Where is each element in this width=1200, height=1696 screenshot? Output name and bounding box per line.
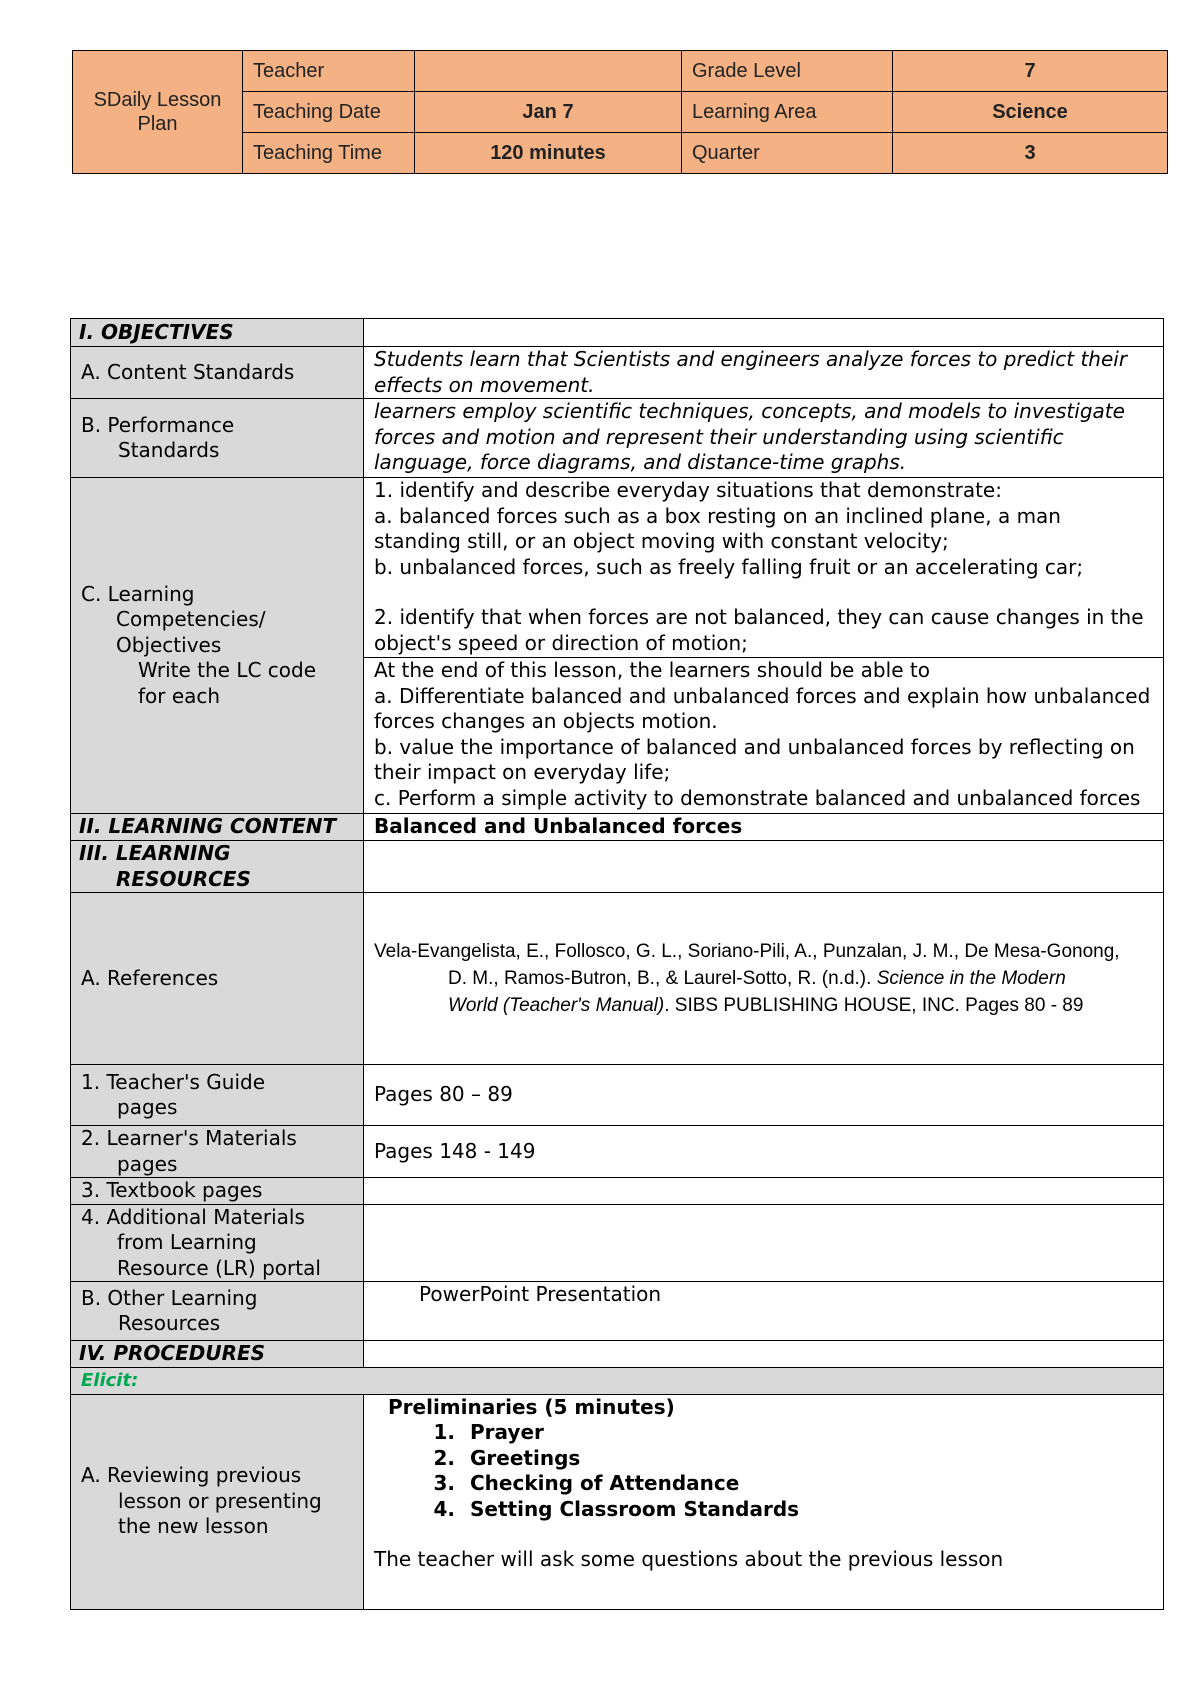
learning-competencies-value — [364, 478, 1164, 658]
learning-resources-heading: III. LEARNING RESOURCES — [71, 841, 364, 893]
elicit-label: Elicit: — [71, 1368, 1164, 1395]
performance-standards-value: learners employ scientific techniques, concepts, and models to investigate forces and motion and represent their understanding using scientific language, force diagrams, and distance-time graphs. — [364, 399, 1164, 478]
other-resources-label: B. Other Learning Resources — [71, 1282, 364, 1341]
textbook-pages-value — [364, 1178, 1164, 1205]
preliminaries-title: Preliminaries (5 minutes) — [388, 1394, 675, 1419]
references-label: A. References — [71, 893, 364, 1065]
objective-line: a. Differentiate balanced and unbalanced forces and explain how unbalanced forces changes an objects motion. — [374, 683, 1151, 733]
lc-line: a. balanced forces such as a box resting on an inclined plane, a man standing still, or an object moving with constant velocity; — [374, 503, 1061, 553]
objective-line: At the end of this lesson, the learners should be able to — [374, 658, 930, 682]
references-value: Vela-Evangelista, E., Follosco, G. L., Soriano-Pili, A., Punzalan, J. M., De Mesa-Gonong, D. M., Ramos-Butron, B., & Laurel-Sotto, R. (n.d.). Science in the Modern World (Teacher's Manual). SIBS PUBLISHING HOUSE, INC. Pages 80 - 89 — [364, 893, 1164, 1065]
content-standards-value: Students learn that Scientists and engineers analyze forces to predict their effects on movement. — [364, 347, 1164, 399]
teachers-guide-label: 1. Teacher's Guide pages — [71, 1065, 364, 1126]
teaching-date-label: Teaching Date — [243, 92, 415, 133]
learning-content-heading: II. LEARNING CONTENT — [71, 814, 364, 841]
lesson-plan-title: SDaily Lesson Plan — [73, 51, 243, 174]
lc-line: 2. identify that when forces are not balanced, they can cause changes in the object's speed or direction of motion; — [374, 605, 1144, 655]
lesson-plan-body-table — [70, 318, 1164, 1610]
learners-materials-label: 2. Learner's Materials pages — [71, 1126, 364, 1178]
quarter-label: Quarter — [682, 133, 893, 174]
objectives-heading: I. OBJECTIVES — [71, 319, 364, 347]
learners-materials-value: Pages 148 - 149 — [364, 1126, 1164, 1178]
grade-level-label: Grade Level — [682, 51, 893, 92]
list-item: 2. Greetings — [462, 1446, 1153, 1472]
additional-materials-value — [364, 1204, 1164, 1282]
reviewing-previous-lesson-value — [364, 1394, 1164, 1609]
content-standards-label: A. Content Standards — [71, 347, 364, 399]
teachers-guide-value: Pages 80 – 89 — [364, 1065, 1164, 1126]
quarter-value: 3 — [893, 133, 1168, 174]
preliminaries-list — [374, 1420, 1153, 1522]
learning-content-value: Balanced and Unbalanced forces — [364, 814, 1164, 841]
teaching-time-label: Teaching Time — [243, 133, 415, 174]
objective-line: b. value the importance of balanced and unbalanced forces by reflecting on their impact on everyday life; — [374, 734, 1135, 784]
performance-standards-label: B. Performance Standards — [71, 399, 364, 478]
other-resources-value: PowerPoint Presentation — [364, 1282, 1164, 1341]
lc-line: 1. identify and describe everyday situations that demonstrate: — [374, 478, 1002, 502]
reviewing-previous-lesson-label: A. Reviewing previous lesson or presenting the new lesson — [71, 1394, 364, 1609]
textbook-pages-label: 3. Textbook pages — [71, 1178, 364, 1205]
list-item: 4. Setting Classroom Standards — [462, 1497, 1153, 1523]
list-item: 1. Prayer — [462, 1420, 1153, 1446]
teacher-note: The teacher will ask some questions about the previous lesson — [374, 1547, 1004, 1571]
teacher-value — [415, 51, 682, 92]
learning-competencies-label: C. Learning Competencies/ Objectives Write the LC code for each — [71, 478, 364, 814]
additional-materials-label: 4. Additional Materials from Learning Resource (LR) portal — [71, 1204, 364, 1282]
grade-level-value: 7 — [893, 51, 1168, 92]
learning-area-value: Science — [893, 92, 1168, 133]
objective-line: c. Perform a simple activity to demonstrate balanced and unbalanced forces — [374, 785, 1141, 810]
lc-line: b. unbalanced forces, such as freely falling fruit or an accelerating car; — [374, 554, 1084, 579]
lesson-objectives-value — [364, 658, 1164, 814]
teacher-label: Teacher — [243, 51, 415, 92]
list-item: 3. Checking of Attendance — [462, 1471, 1153, 1497]
procedures-heading: IV. PROCEDURES — [71, 1341, 364, 1368]
teaching-time-value: 120 minutes — [415, 133, 682, 174]
teaching-date-value: Jan 7 — [415, 92, 682, 133]
learning-area-label: Learning Area — [682, 92, 893, 133]
lesson-plan-header-table — [72, 50, 1168, 174]
